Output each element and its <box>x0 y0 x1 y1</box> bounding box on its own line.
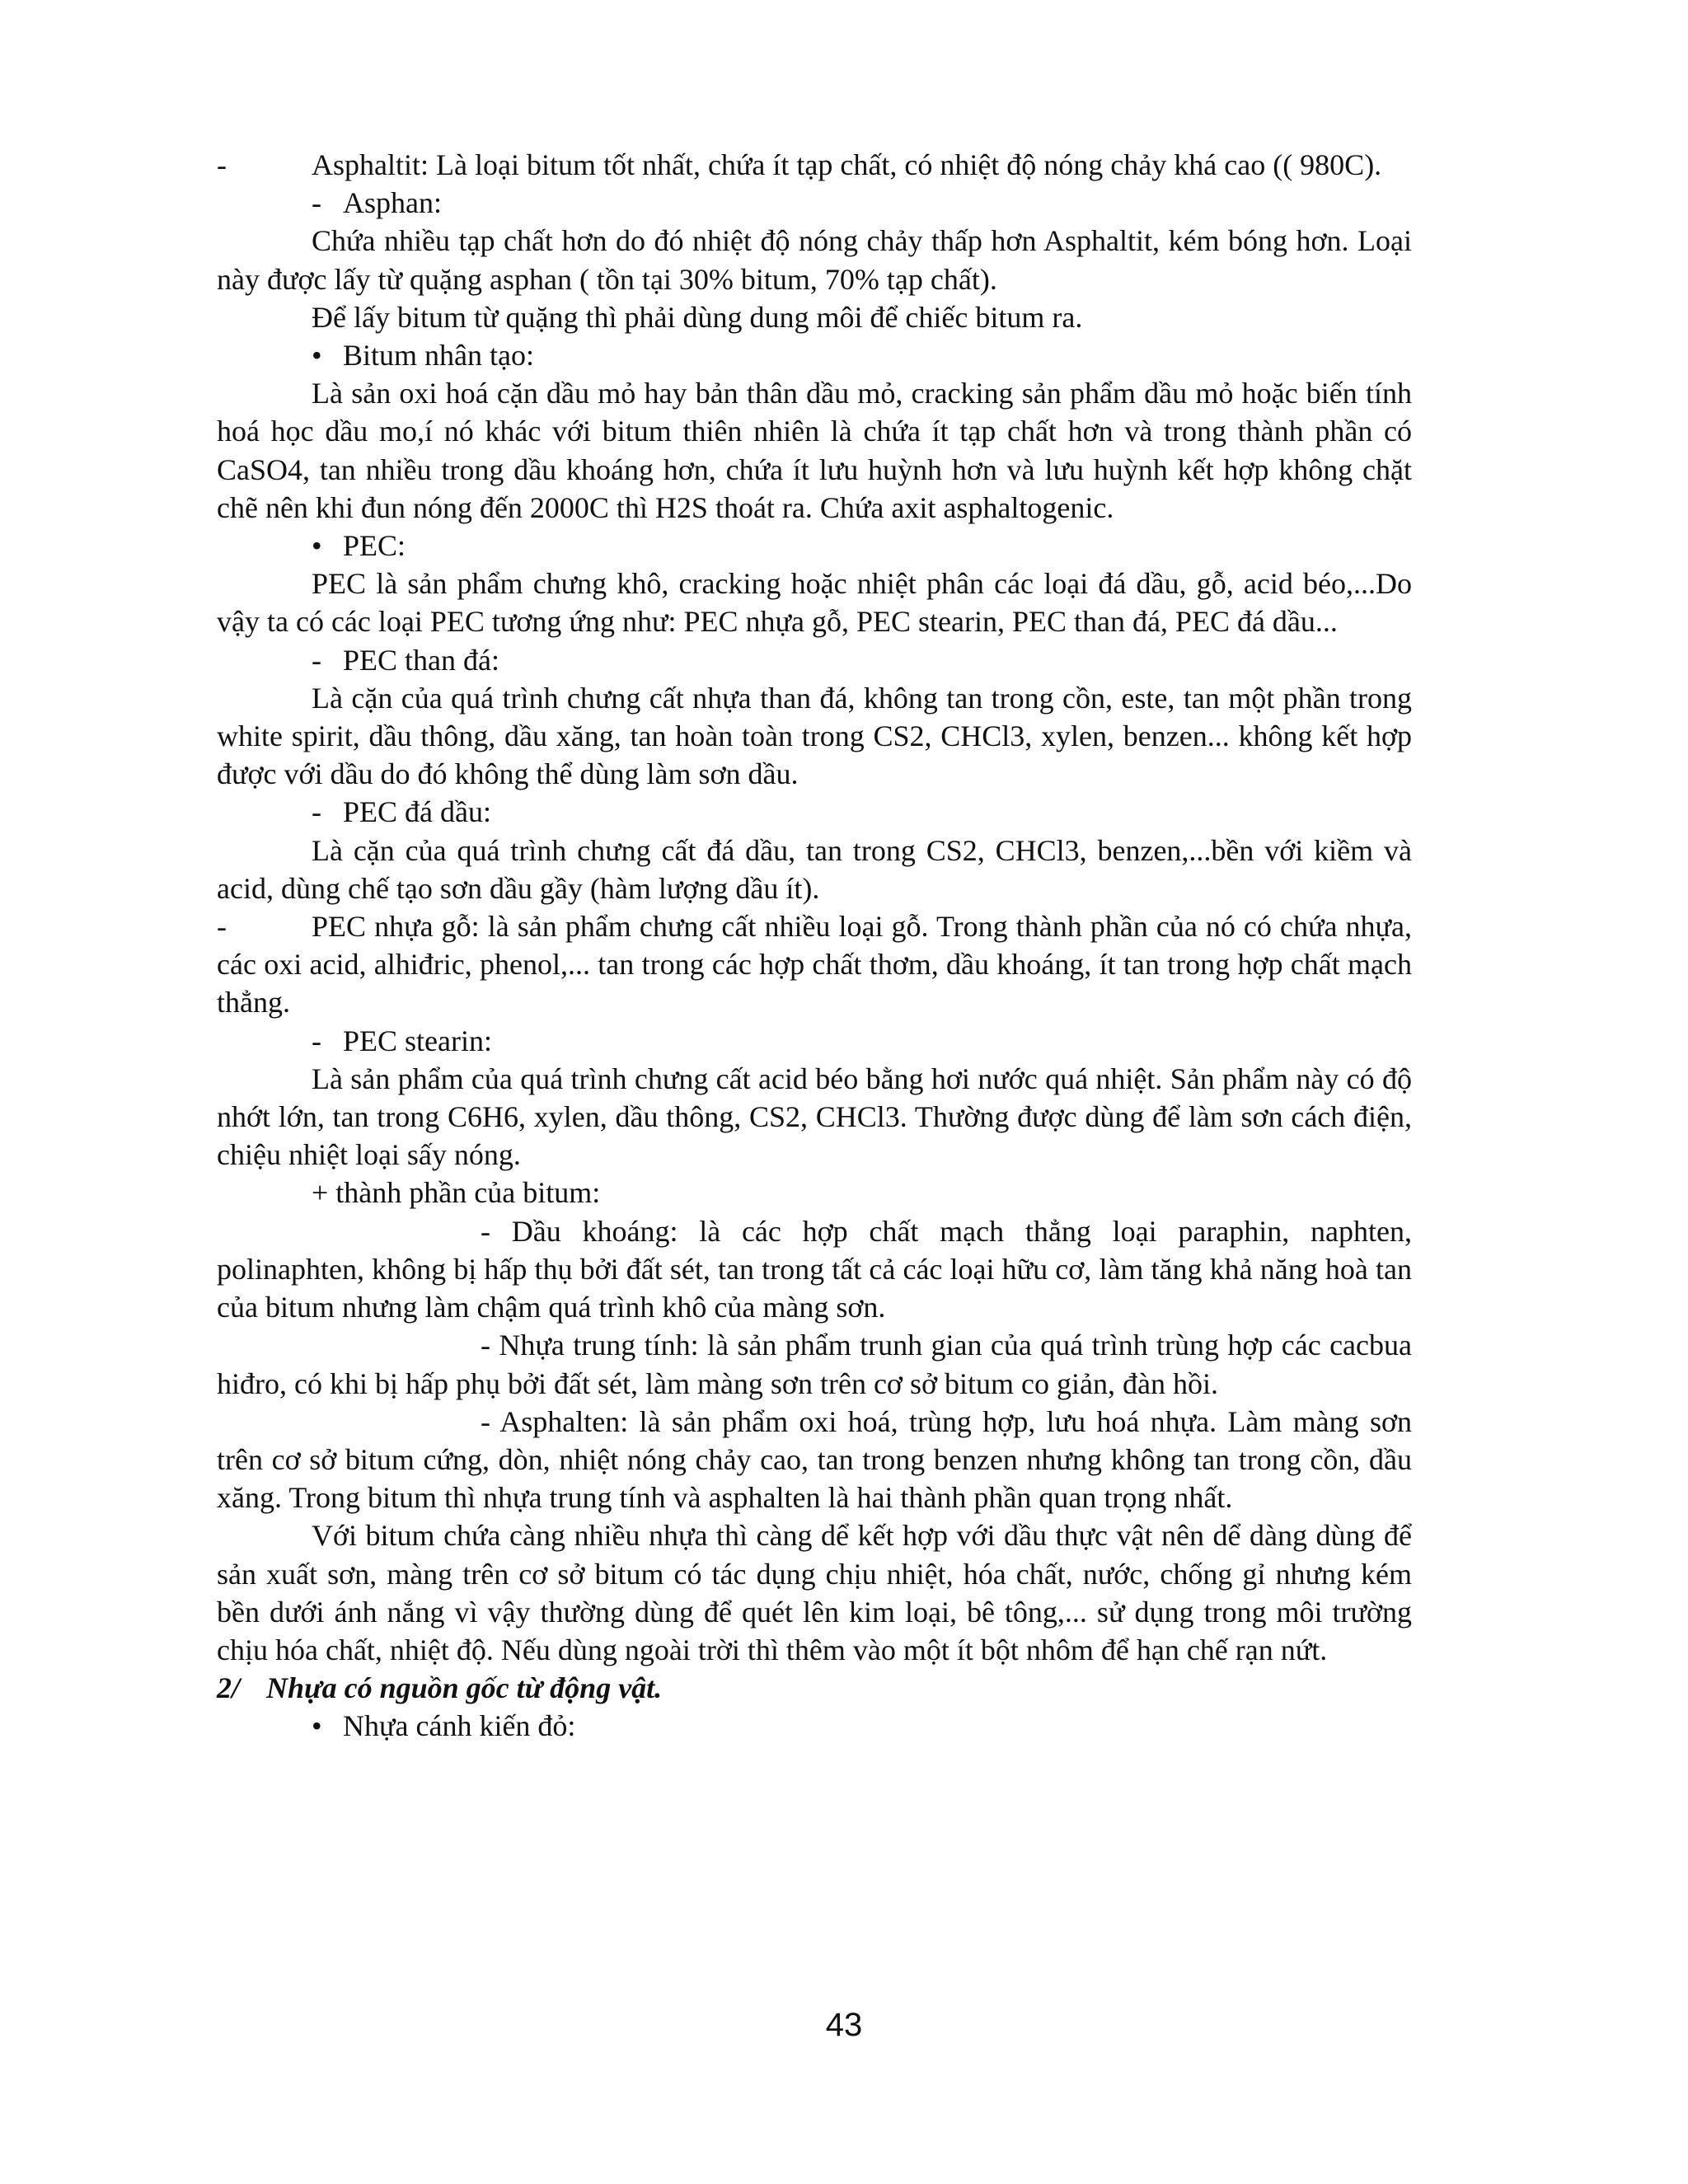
page-number: 43 <box>825 2007 863 2043</box>
pec-description: PEC là sản phẩm chưng khô, cracking hoặc nhiệt phân các loại đá dầu, gỗ, acid béo,...Do vậy ta có các loại PEC tương ứng như: PEC nhựa gỗ, PEC stearin, PEC than đá, PEC đá dầu... <box>217 567 1412 639</box>
bullet-icon: • <box>312 339 322 373</box>
section-heading <box>217 1669 1412 1707</box>
page-body <box>217 146 1412 1746</box>
pec-heading <box>217 527 1412 565</box>
pec-stearin-description: Là sản phẩm của quá trình chưng cất acid béo bằng hơi nước quá nhiệt. Sản phẩm này có độ nhớt lớn, tan trong C6H6, xylen, dầu thông, CS2, CHCl3. Thường được dùng để làm sơn cách điện, chiệu nhiệt loại sấy nóng. <box>217 1062 1412 1172</box>
list-dash: - <box>312 1024 321 1057</box>
pec-nhua-go-paragraph <box>217 907 1412 1022</box>
bitum-nhan-tao-label: Bitum nhân tạo: <box>343 339 534 373</box>
pec-da-dau-label: PEC đá dầu: <box>343 795 491 829</box>
bullet-icon: • <box>312 1709 322 1743</box>
canh-kien-do-label: Nhựa cánh kiến đỏ: <box>343 1709 576 1743</box>
pec-da-dau-description: Là cặn của quá trình chưng cất đá dầu, tan trong CS2, CHCl3, benzen,...bền với kiềm và acid, dùng chế tạo sơn dầu gầy (hàm lượng dầu ít). <box>217 833 1412 905</box>
list-dash: - <box>312 186 321 220</box>
asphaltit-paragraph <box>217 146 1412 184</box>
list-dash: - <box>312 795 321 829</box>
bullet-icon: • <box>312 529 322 563</box>
thanh-phan-heading: + thành phần của bitum: <box>312 1176 601 1210</box>
list-dash: - <box>217 910 227 944</box>
dau-khoang-paragraph: - Dầu khoáng: là các hợp chất mạch thẳng loại paraphin, naphten, polinaphten, không bị hấp thụ bởi đất sét, tan trong tất cả các loại hữu cơ, làm tăng khả năng hoà tan của bitum nhưng làm chậm quá trình khô của màng sơn. <box>217 1214 1412 1324</box>
bitum-nhan-tao-heading <box>217 336 1412 374</box>
list-dash: - <box>217 148 227 181</box>
asphalten-paragraph: - Asphalten: là sản phẩm oxi hoá, trùng hợp, lưu hoá nhựa. Làm màng sơn trên cơ sở bitum cứng, dòn, nhiệt nóng chảy cao, tan trong benzen nhưng không tan trong cồn, dầu xăng. Trong bitum thì nhựa trung tính và asphalten là hai thành phần quan trọng nhất. <box>217 1404 1412 1515</box>
pec-stearin-label: PEC stearin: <box>343 1024 492 1057</box>
pec-stearin-heading <box>217 1022 1412 1060</box>
bitum-extraction-paragraph: Để lấy bitum từ quặng thì phải dùng dung môi để chiếc bitum ra. <box>312 300 1083 334</box>
nhua-trung-tinh-paragraph: - Nhựa trung tính: là sản phẩm trunh gian của quá trình trùng hợp các cacbua hiđro, có khi bị hấp phụ bởi đất sét, làm màng sơn trên cơ sở bitum co giản, đàn hồi. <box>217 1329 1412 1400</box>
asphan-heading <box>217 184 1412 222</box>
section-number: 2/ <box>217 1671 241 1705</box>
pec-than-da-label: PEC than đá: <box>343 643 499 677</box>
bitum-usage-paragraph: Với bitum chứa càng nhiều nhựa thì càng dể kết hợp với dầu thực vật nên dể dàng dùng để sản xuất sơn, màng trên cơ sở bitum có tác dụng chịu nhiệt, hóa chất, nước, chống gỉ nhưng kém bền dưới ánh nắng vì vậy thường dùng để quét lên kim loại, bê tông,... sử dụng trong môi trường chịu hóa chất, nhiệt độ. Nếu dùng ngoài trời thì thêm vào một ít bột nhôm để hạn chế rạn nứt. <box>217 1519 1412 1666</box>
asphaltit-text: Asphaltit: Là loại bitum tốt nhất, chứa ít tạp chất, có nhiệt độ nóng chảy khá cao (( 980C). <box>312 148 1382 181</box>
pec-label: PEC: <box>343 529 406 563</box>
pec-than-da-heading <box>217 641 1412 679</box>
asphan-description: Chứa nhiều tạp chất hơn do đó nhiệt độ nóng chảy thấp hơn Asphaltit, kém bóng hơn. Loại này được lấy từ quặng asphan ( tồn tại 30% bitum, 70% tạp chất). <box>217 224 1412 296</box>
section-title: Nhựa có nguồn gốc từ động vật. <box>266 1671 663 1705</box>
pec-da-dau-heading <box>217 793 1412 831</box>
bitum-nhan-tao-description: Là sản oxi hoá cặn dầu mỏ hay bản thân dầu mỏ, cracking sản phẩm dầu mỏ hoặc biến tính hoá học dầu mo,í nó khác với bitum thiên nhiên là chứa ít tạp chất hơn và trong thành phần có CaSO4, tan nhiều trong dầu khoáng hơn, chứa ít lưu huỳnh hơn và lưu huỳnh kết hợp không chặt chẽ nên khi đun nóng đến 2000C thì H2S thoát ra. Chứa axit asphaltogenic. <box>217 377 1412 524</box>
asphan-label: Asphan: <box>343 186 442 220</box>
list-dash: - <box>312 643 321 677</box>
pec-than-da-description: Là cặn của quá trình chưng cất nhựa than đá, không tan trong cồn, este, tan một phần trong white spirit, dầu thông, dầu xăng, tan hoàn toàn trong CS2, CHCl3, xylen, benzen... không kết hợp được với dầu do đó không thể dùng làm sơn dầu. <box>217 681 1412 791</box>
pec-nhua-go-text: PEC nhựa gỗ: là sản phẩm chưng cất nhiều loại gỗ. Trong thành phần của nó có chứa nhựa, các oxi acid, alhiđric, phenol,... tan trong các hợp chất thơm, dầu khoáng, ít tan trong hợp chất mạch thẳng. <box>217 910 1412 1019</box>
canh-kien-do-heading <box>217 1707 1412 1745</box>
